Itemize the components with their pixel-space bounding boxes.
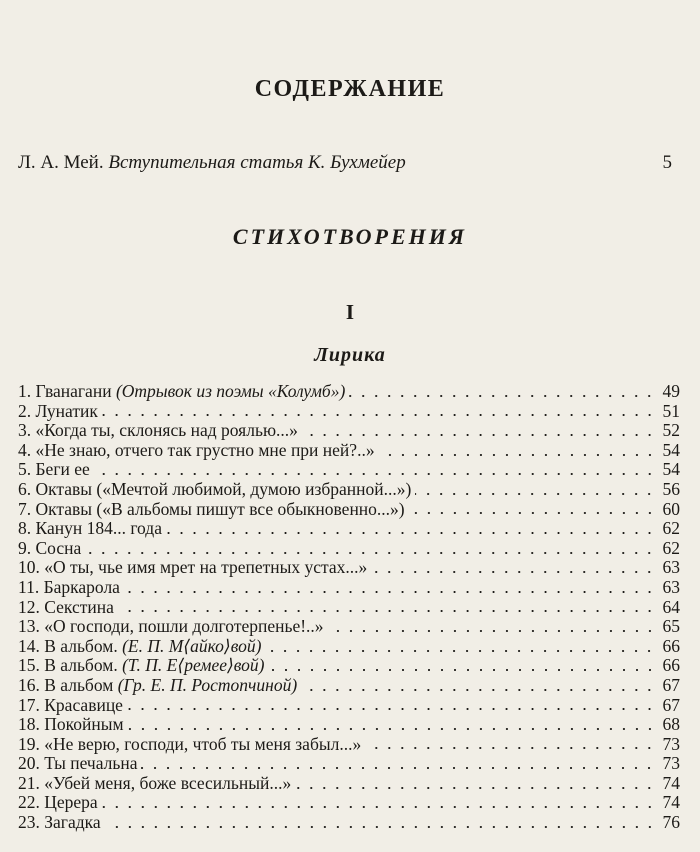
toc-entry: [18, 676, 680, 696]
toc-entry-title: [18, 598, 114, 618]
dot-leader: [102, 413, 656, 417]
toc-entry-page-number: 73: [662, 733, 680, 754]
toc-entry-text: 21. «Убей меня, боже всесильный...»: [18, 772, 292, 793]
toc-entry-page-number: 49: [662, 381, 680, 401]
toc-entry-page-number: 62: [662, 518, 680, 539]
toc-entry-text: 22. Церера: [18, 792, 98, 813]
toc-entry: [18, 637, 680, 657]
toc-entry-text: 13. «О господи, пошли долготерпенье!..»: [18, 616, 324, 637]
toc-entry-text: 23. Загадка: [18, 812, 101, 833]
toc-entry-title: [18, 441, 375, 461]
toc-entry-page-number: 68: [662, 714, 680, 735]
toc-entry-text: 17. Красавице: [18, 694, 123, 715]
toc-entry-text: 20. Ты печальна: [18, 753, 138, 774]
toc-entry-title: [18, 558, 367, 578]
toc-entry-text: 2. Лунатик: [18, 400, 98, 421]
toc-entry-page-number: 60: [662, 498, 680, 519]
intro-page-number: 5: [662, 152, 672, 173]
dot-leader: [371, 570, 656, 574]
toc-entry-title: [18, 754, 137, 774]
toc-entry-page-number: 76: [662, 812, 680, 833]
toc-entry-title: [18, 813, 101, 833]
toc-entry-title: [18, 578, 120, 598]
dot-leader: [265, 649, 656, 653]
toc-entry-page-number: 56: [662, 478, 680, 499]
page-heading: СОДЕРЖАНИЕ: [254, 76, 446, 102]
toc-entry-page-number: 62: [662, 537, 680, 558]
toc-entry: [18, 617, 680, 637]
toc-entry-page-number: 66: [662, 655, 680, 676]
toc-entry-page-number: 51: [662, 400, 680, 421]
dot-leader: [124, 590, 656, 594]
toc-entry-title: [18, 735, 361, 755]
toc-entry-page-number: 66: [662, 635, 680, 656]
toc-entry-title: [18, 421, 298, 441]
toc-entry-page-number: 74: [662, 772, 680, 793]
toc-entry-text: 15. В альбом.: [18, 655, 123, 676]
toc-entry-title: [18, 500, 405, 520]
toc-entry-title: [18, 617, 324, 637]
toc-entry: [18, 578, 680, 598]
intro-article-title: Вступительная статья К. Бухмейер: [108, 152, 406, 173]
dot-leader: [379, 453, 656, 457]
toc-entry-title: [18, 480, 411, 500]
toc-entry: [18, 480, 680, 500]
toc-entry-text: 18. Покойным: [18, 714, 124, 735]
dot-leader: [85, 551, 656, 555]
toc-entry-text: 4. «Не знаю, отчего так грустно мне при ней?..»: [18, 439, 375, 460]
toc-entry-text: 10. «О ты, чье имя мрет на трепетных устах...»: [18, 557, 368, 578]
toc-entry-text: 12. Секстина: [18, 596, 114, 617]
dot-leader: [118, 609, 656, 613]
toc-entry: [18, 500, 680, 520]
toc-entry-italic-note: (Т. П. Е⟨ремее⟩вой): [122, 655, 265, 676]
dot-leader: [302, 433, 656, 437]
toc-entry-page-number: 63: [662, 557, 680, 578]
toc-entry-italic-note: (Гр. Е. П. Ростопчиной): [117, 674, 298, 695]
toc-entry-text: 8. Канун 184... года: [18, 518, 162, 539]
toc-entry-text: 3. «Когда ты, склонясь над роялью...»: [18, 420, 298, 441]
toc-entry-italic-note: (Отрывок из поэмы «Колумб»): [115, 381, 346, 401]
toc-entry: [18, 598, 680, 618]
toc-entry-page-number: 65: [662, 616, 680, 637]
dot-leader: [295, 786, 656, 790]
dot-leader: [349, 394, 656, 398]
dot-leader: [365, 746, 656, 750]
toc-entry-title: [18, 402, 98, 422]
dot-leader: [301, 688, 656, 692]
toc-entry-page-number: 67: [662, 674, 680, 695]
toc-entry: [18, 793, 680, 813]
toc-entry-title: [18, 656, 265, 676]
toc-entry: [18, 774, 680, 794]
toc-entry-title: [18, 519, 162, 539]
toc-entry-page-number: 54: [662, 439, 680, 460]
dot-leader: [141, 766, 656, 770]
toc-entry-title: [18, 460, 90, 480]
toc-entry-title: [18, 715, 124, 735]
toc-entry: [18, 754, 680, 774]
toc-entry-title: [18, 793, 98, 813]
toc-entry-text: 14. В альбом.: [18, 635, 123, 656]
toc-entry-title: [18, 774, 291, 794]
intro-entry: [18, 152, 672, 174]
toc-entry-page-number: 74: [662, 792, 680, 813]
toc-entry: [18, 421, 680, 441]
toc-entry: [18, 715, 680, 735]
toc-entry: [18, 382, 680, 402]
toc-entry-page-number: 63: [662, 576, 680, 597]
table-of-contents: [18, 382, 680, 833]
dot-leader: [269, 668, 657, 672]
toc-entry: [18, 402, 680, 422]
toc-entry-title: [18, 539, 81, 559]
toc-entry: [18, 813, 680, 833]
toc-entry-page-number: 73: [662, 753, 680, 774]
toc-entry: [18, 441, 680, 461]
toc-entry: [18, 696, 680, 716]
subsection-title: Лирика: [314, 344, 386, 366]
intro-author: Л. А. Мей.: [18, 152, 104, 173]
dot-leader: [415, 492, 656, 496]
section-title: СТИХОТВОРЕНИЯ: [232, 224, 468, 249]
dot-leader: [166, 531, 656, 535]
toc-entry: [18, 558, 680, 578]
toc-entry: [18, 519, 680, 539]
toc-entry-page-number: 52: [662, 420, 680, 441]
toc-entry-text: 11. Баркарола: [18, 576, 120, 597]
toc-entry-text: 16. В альбом: [18, 674, 118, 695]
toc-entry-title: [18, 676, 297, 696]
toc-entry-page-number: 67: [662, 694, 680, 715]
intro-title: [18, 152, 406, 174]
dot-leader: [328, 629, 656, 633]
dot-leader: [94, 472, 656, 476]
toc-entry-text: 1. Гванагани: [18, 381, 116, 401]
toc-entry-text: 5. Беги ее: [18, 459, 90, 480]
toc-entry-text: 9. Сосна: [18, 537, 82, 558]
toc-entry-text: 7. Октавы («В альбомы пишут все обыкновенно...»): [18, 498, 405, 519]
toc-entry: [18, 539, 680, 559]
toc-entry-text: 6. Октавы («Мечтой любимой, думою избранной...»): [18, 478, 412, 499]
toc-entry-text: 19. «Не верю, господи, чтоб ты меня забыл...»: [18, 733, 362, 754]
toc-entry: [18, 656, 680, 676]
part-number: I: [345, 300, 355, 324]
toc-entry: [18, 460, 680, 480]
toc-entry-page-number: 54: [662, 459, 680, 480]
dot-leader: [409, 511, 656, 515]
dot-leader: [102, 805, 656, 809]
toc-entry-italic-note: (Е. П. М⟨айко⟩вой): [122, 635, 262, 656]
dot-leader: [127, 707, 656, 711]
dot-leader: [128, 727, 656, 731]
toc-entry-title: [18, 637, 261, 657]
toc-entry-title: [18, 696, 123, 716]
toc-entry-title: [18, 382, 345, 402]
toc-entry: [18, 735, 680, 755]
toc-entry-page-number: 64: [662, 596, 680, 617]
dot-leader: [105, 825, 656, 829]
